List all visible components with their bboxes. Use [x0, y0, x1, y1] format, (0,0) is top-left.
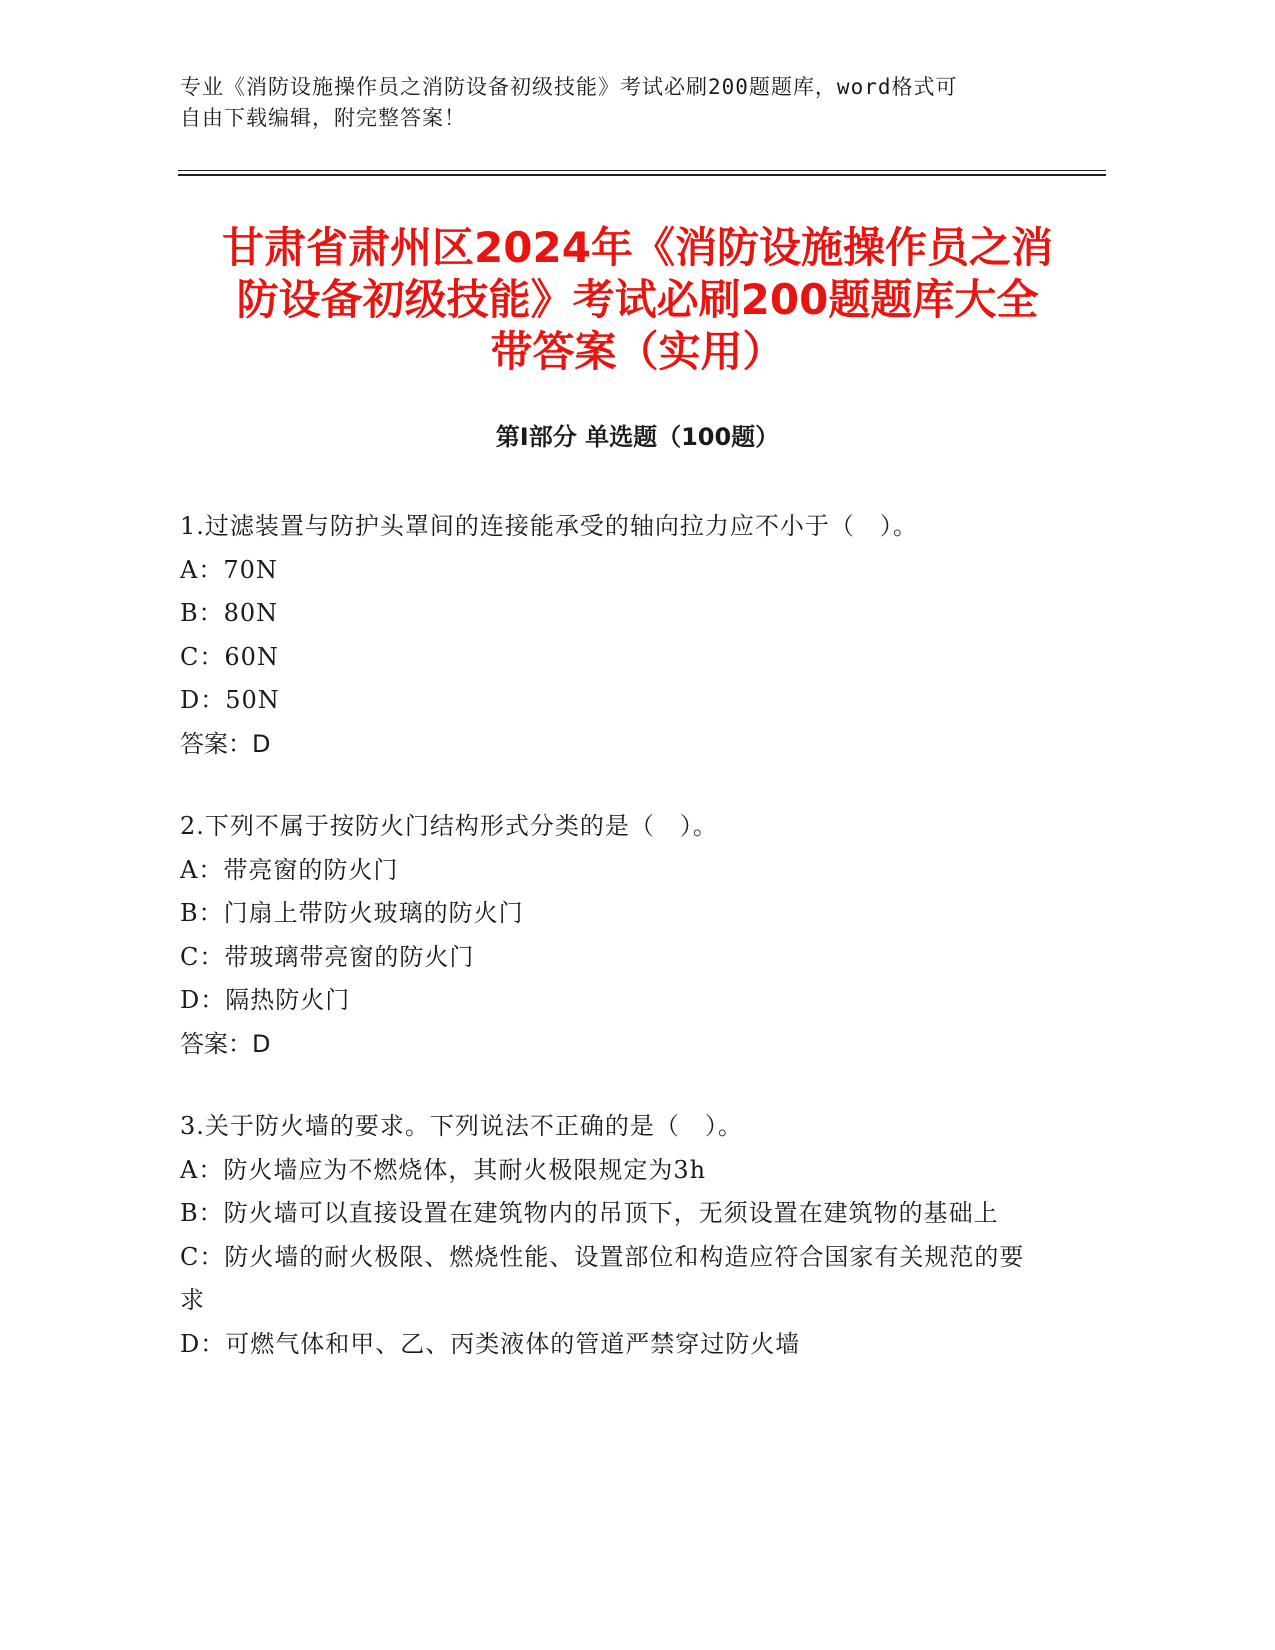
- option-a: A：带亮窗的防火门: [180, 855, 399, 884]
- option-b: B：门扇上带防火玻璃的防火门: [180, 899, 524, 927]
- header-note-line-2: 自由下载编辑，附完整答案！: [180, 106, 466, 130]
- question-list: [180, 505, 1040, 1405]
- option-b: B：防火墙可以直接设置在建筑物内的吊顶下，无须设置在建筑物的基础上: [180, 1199, 999, 1227]
- option-c: C：防火墙的耐火极限、燃烧性能、设置部位和构造应符合国家有关规范的要求: [180, 1242, 1025, 1314]
- option-d: D：隔热防火门: [180, 986, 351, 1014]
- question-stem: 3.关于防火墙的要求。下列说法不正确的是（ ）。: [180, 1112, 743, 1140]
- header-divider-thin: [178, 170, 1106, 171]
- title-line-1: 甘肃省肃州区2024年《消防设施操作员之消: [222, 223, 1053, 272]
- question-1: [180, 505, 1040, 766]
- question-2: [180, 805, 1040, 1066]
- section-heading: 第I部分 单选题（100题）: [495, 423, 780, 451]
- header-note-line-1: 专业《消防设施操作员之消防设备初级技能》考试必刷200题题库，word格式可: [180, 75, 958, 99]
- question-stem: 2.下列不属于按防火门结构形式分类的是（ ）。: [180, 812, 718, 840]
- option-a: A：70N: [180, 555, 278, 584]
- option-c: C：60N: [180, 642, 279, 671]
- option-b: B：80N: [180, 599, 279, 627]
- option-a: A：防火墙应为不燃烧体，其耐火极限规定为3h: [180, 1155, 707, 1184]
- header-divider-thick: [178, 174, 1106, 176]
- title-line-3: 带答案（实用）: [490, 327, 785, 376]
- option-d: D：50N: [180, 686, 280, 714]
- option-d: D：可燃气体和甲、乙、丙类液体的管道严禁穿过防火墙: [180, 1329, 801, 1358]
- answer: 答案：D: [180, 729, 271, 758]
- answer: 答案：D: [180, 1029, 271, 1058]
- title-line-2: 防设备初级技能》考试必刷200题题库大全: [236, 275, 1039, 324]
- option-c: C：带玻璃带亮窗的防火门: [180, 942, 475, 971]
- header-note: [180, 72, 1040, 134]
- question-3: [180, 1105, 1040, 1366]
- question-stem: 1.过滤装置与防护头罩间的连接能承受的轴向拉力应不小于（ ）。: [180, 512, 918, 540]
- document-title: [170, 222, 1105, 378]
